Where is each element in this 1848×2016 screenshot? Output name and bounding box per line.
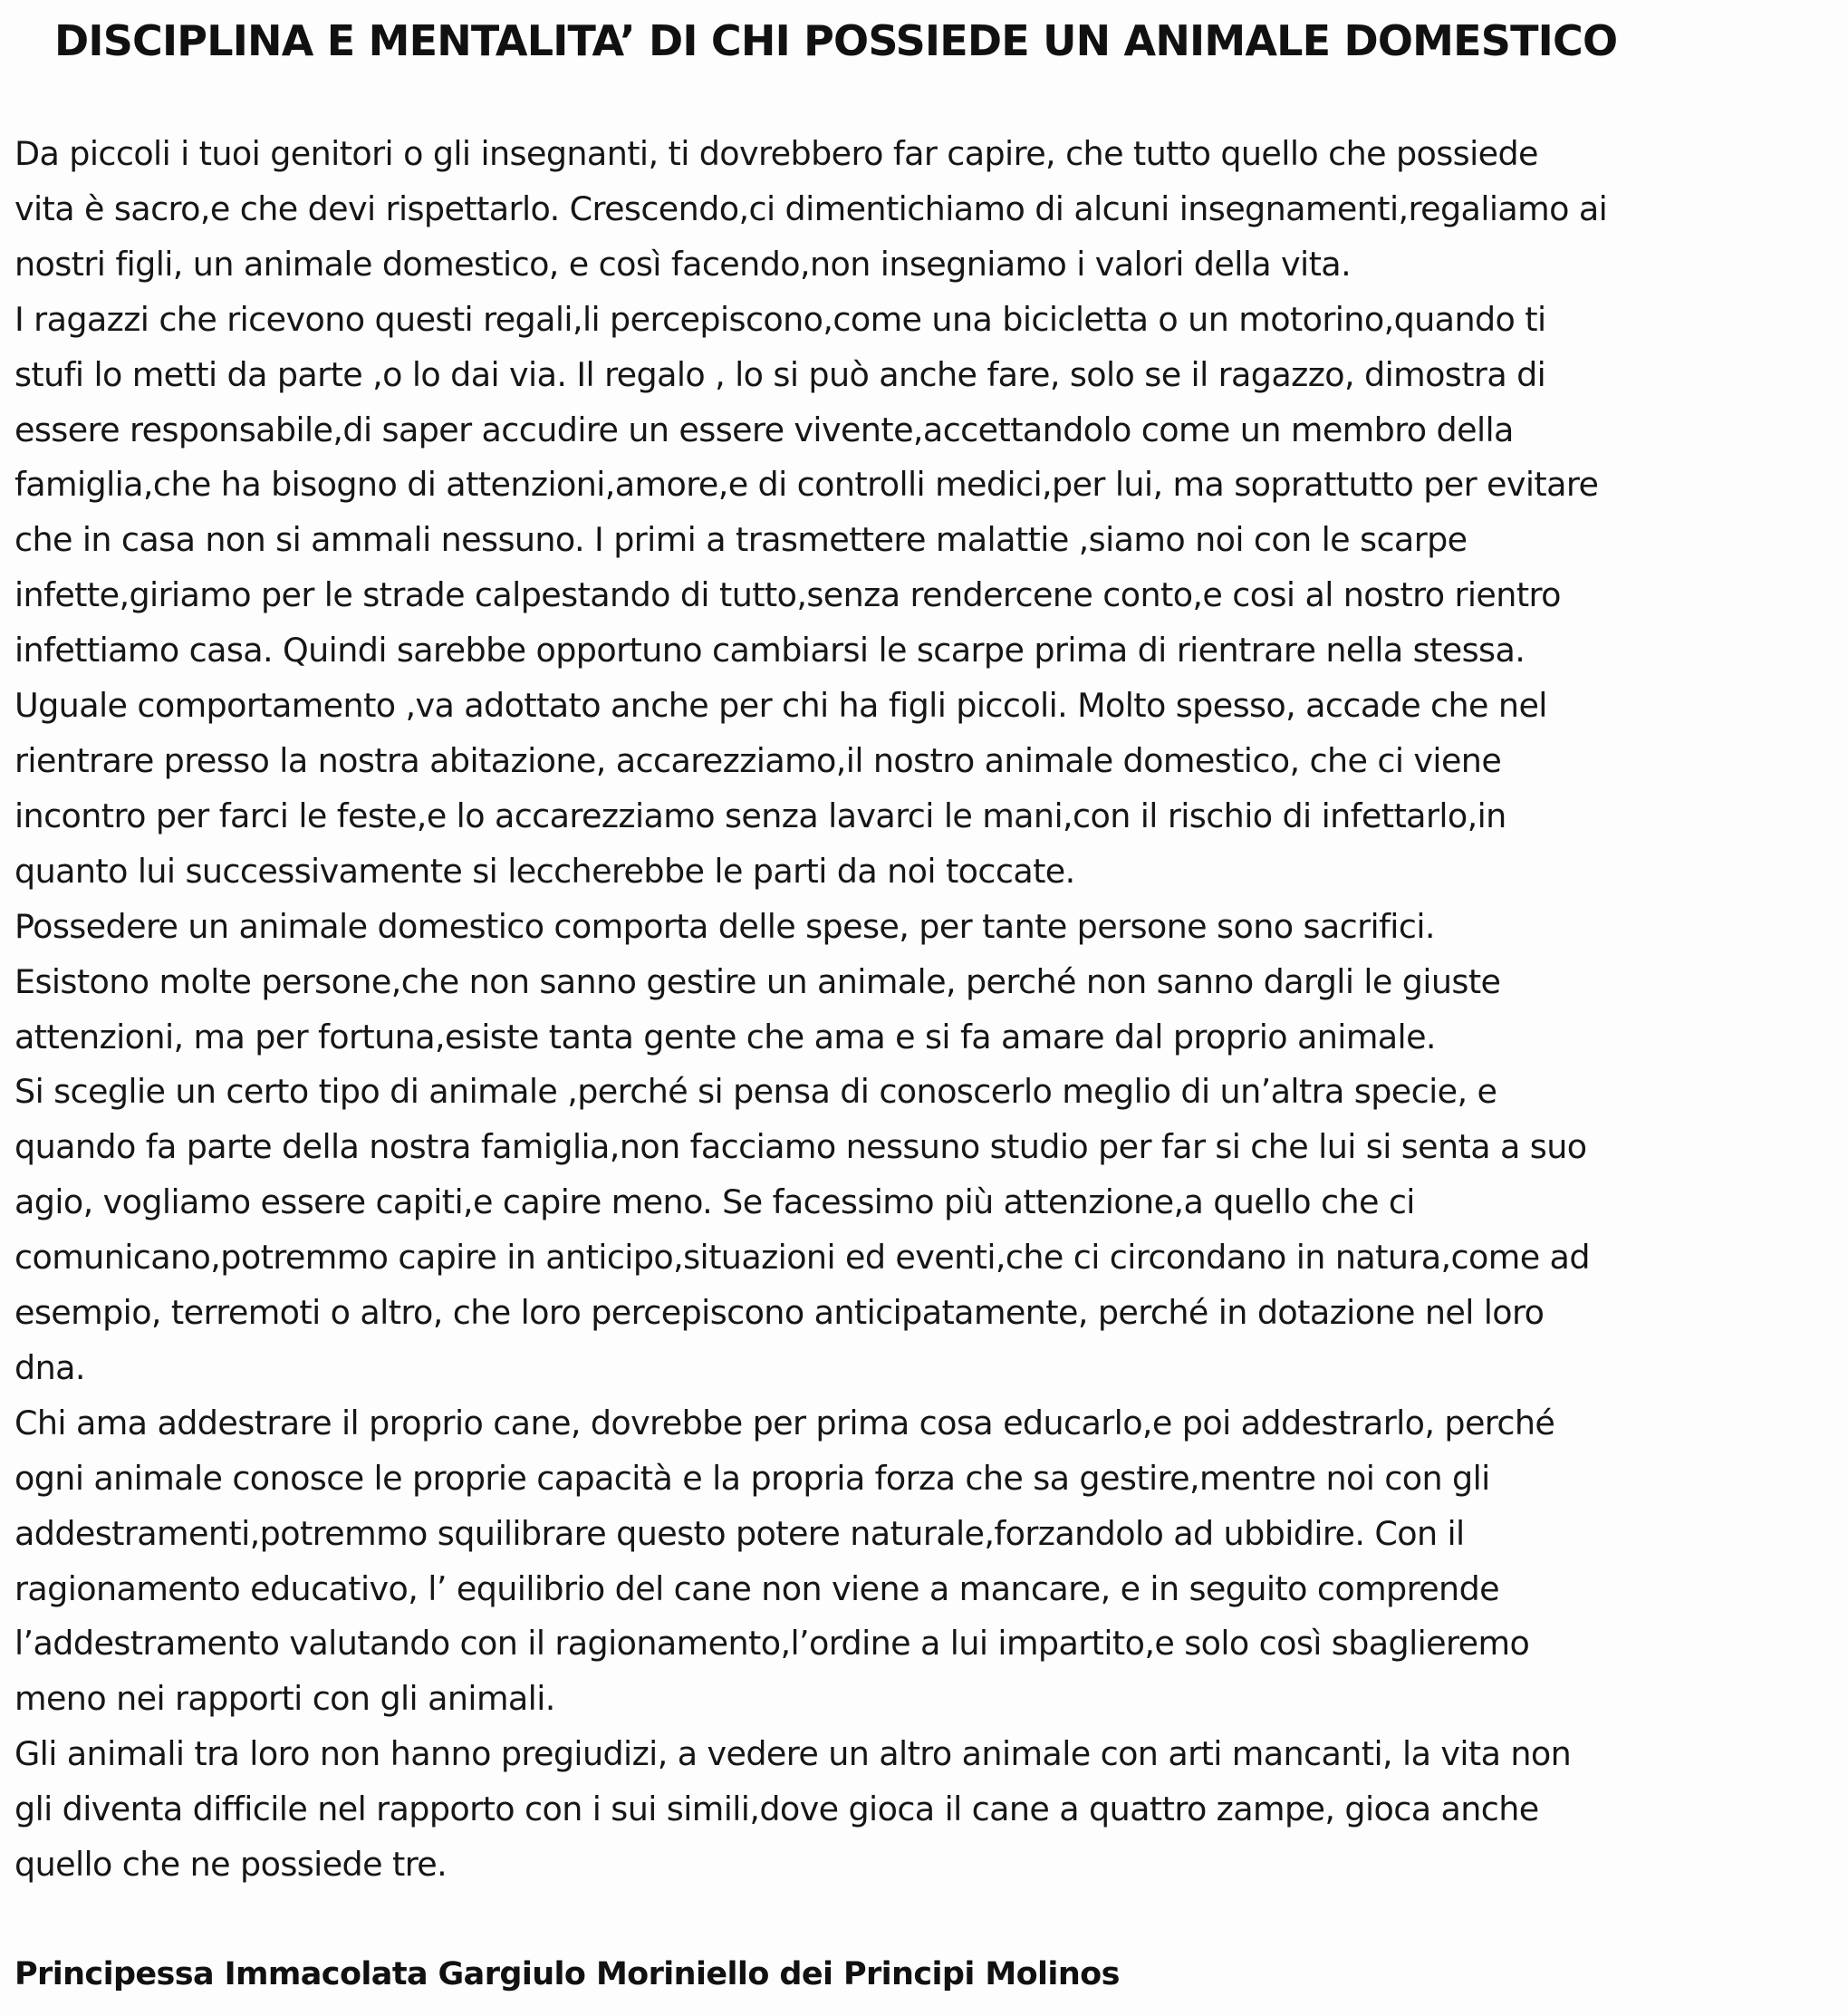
body-line: Chi ama addestrare il proprio cane, dovrebbe per prima cosa educarlo,e poi addestrarlo, perché xyxy=(14,1403,1555,1442)
body-line: Esistono molte persone,che non sanno gestire un animale, perché non sanno dargli le giuste xyxy=(14,961,1501,1001)
body-line: nostri figli, un animale domestico, e così facendo,non insegniamo i valori della vita. xyxy=(14,244,1352,284)
body-line: attenzioni, ma per fortuna,esiste tanta gente che ama e si fa amare dal proprio animale. xyxy=(14,1017,1436,1056)
body-line: essere responsabile,di saper accudire un essere vivente,accettandolo come un membro della xyxy=(14,410,1514,449)
body-line: stufi lo metti da parte ,o lo dai via. Il regalo , lo si può anche fare, solo se il ragazzo, dimostra di xyxy=(14,354,1546,394)
body-line: quando fa parte della nostra famiglia,non facciamo nessuno studio per far si che lui si senta a suo xyxy=(14,1127,1587,1167)
body-line: addestramenti,potremmo squilibrare questo potere naturale,forzandolo ad ubbidire. Con il xyxy=(14,1513,1465,1553)
body-line: I ragazzi che ricevono questi regali,li percepiscono,come una bicicletta o un motorino,quando ti xyxy=(14,299,1546,339)
body-line: Si sceglie un certo tipo di animale ,perché si pensa di conoscerlo meglio di un’altra specie, e xyxy=(14,1072,1497,1112)
body-line: rientrare presso la nostra abitazione, accarezziamo,il nostro animale domestico, che ci viene xyxy=(14,740,1502,780)
document-body xyxy=(14,127,1835,1893)
body-line: comunicano,potremmo capire in anticipo,situazioni ed eventi,che ci circondano in natura,come ad xyxy=(14,1238,1590,1278)
body-line: ragionamento educativo, l’ equilibrio del cane non viene a mancare, e in seguito comprende xyxy=(14,1568,1500,1608)
body-line: l’addestramento valutando con il ragionamento,l’ordine a lui impartito,e solo così sbaglieremo xyxy=(14,1624,1530,1664)
body-line: meno nei rapporti con gli animali. xyxy=(14,1679,555,1719)
body-line: vita è sacro,e che devi rispettarlo. Crescendo,ci dimentichiamo di alcuni insegnamenti,regaliamo ai xyxy=(14,188,1608,228)
body-line: Gli animali tra loro non hanno pregiudizi, a vedere un altro animale con arti mancanti, la vita non xyxy=(14,1734,1572,1774)
body-line: quanto lui successivamente si leccherebbe le parti da noi toccate. xyxy=(14,851,1075,891)
author-signature: Principessa Immacolata Gargiulo Moriniello dei Principi Molinos xyxy=(14,1956,1120,1992)
body-line: esempio, terremoti o altro, che loro percepiscono anticipatamente, perché in dotazione nel loro xyxy=(14,1293,1545,1333)
body-line: Possedere un animale domestico comporta delle spese, per tante persone sono sacrifici. xyxy=(14,906,1435,946)
body-line: agio, vogliamo essere capiti,e capire meno. Se facessimo più attenzione,a quello che ci xyxy=(14,1182,1415,1222)
body-line: quello che ne possiede tre. xyxy=(14,1845,448,1885)
body-line: Uguale comportamento ,va adottato anche per chi ha figli piccoli. Molto spesso, accade che nel xyxy=(14,686,1547,726)
document-title: DISCIPLINA E MENTALITA’ DI CHI POSSIEDE UN ANIMALE DOMESTICO xyxy=(54,16,1618,65)
body-line: incontro per farci le feste,e lo accarezziamo senza lavarci le mani,con il rischio di infettarlo,in xyxy=(14,796,1506,835)
body-line: dna. xyxy=(14,1347,85,1387)
body-line: ogni animale conosce le proprie capacità e la propria forza che sa gestire,mentre noi con gli xyxy=(14,1458,1490,1498)
body-line: gli diventa difficile nel rapporto con i sui simili,dove gioca il cane a quattro zampe, gioca anche xyxy=(14,1789,1539,1829)
body-line: infettiamo casa. Quindi sarebbe opportuno cambiarsi le scarpe prima di rientrare nella stessa. xyxy=(14,631,1526,670)
body-line: famiglia,che ha bisogno di attenzioni,amore,e di controlli medici,per lui, ma soprattutto per evitare xyxy=(14,465,1599,505)
body-line: Da piccoli i tuoi genitori o gli insegnanti, ti dovrebbero far capire, che tutto quello che possiede xyxy=(14,134,1538,173)
body-line: infette,giriamo per le strade calpestando di tutto,senza rendercene conto,e cosi al nostro rientro xyxy=(14,575,1561,615)
body-line: che in casa non si ammali nessuno. I primi a trasmettere malattie ,siamo noi con le scarpe xyxy=(14,520,1468,560)
